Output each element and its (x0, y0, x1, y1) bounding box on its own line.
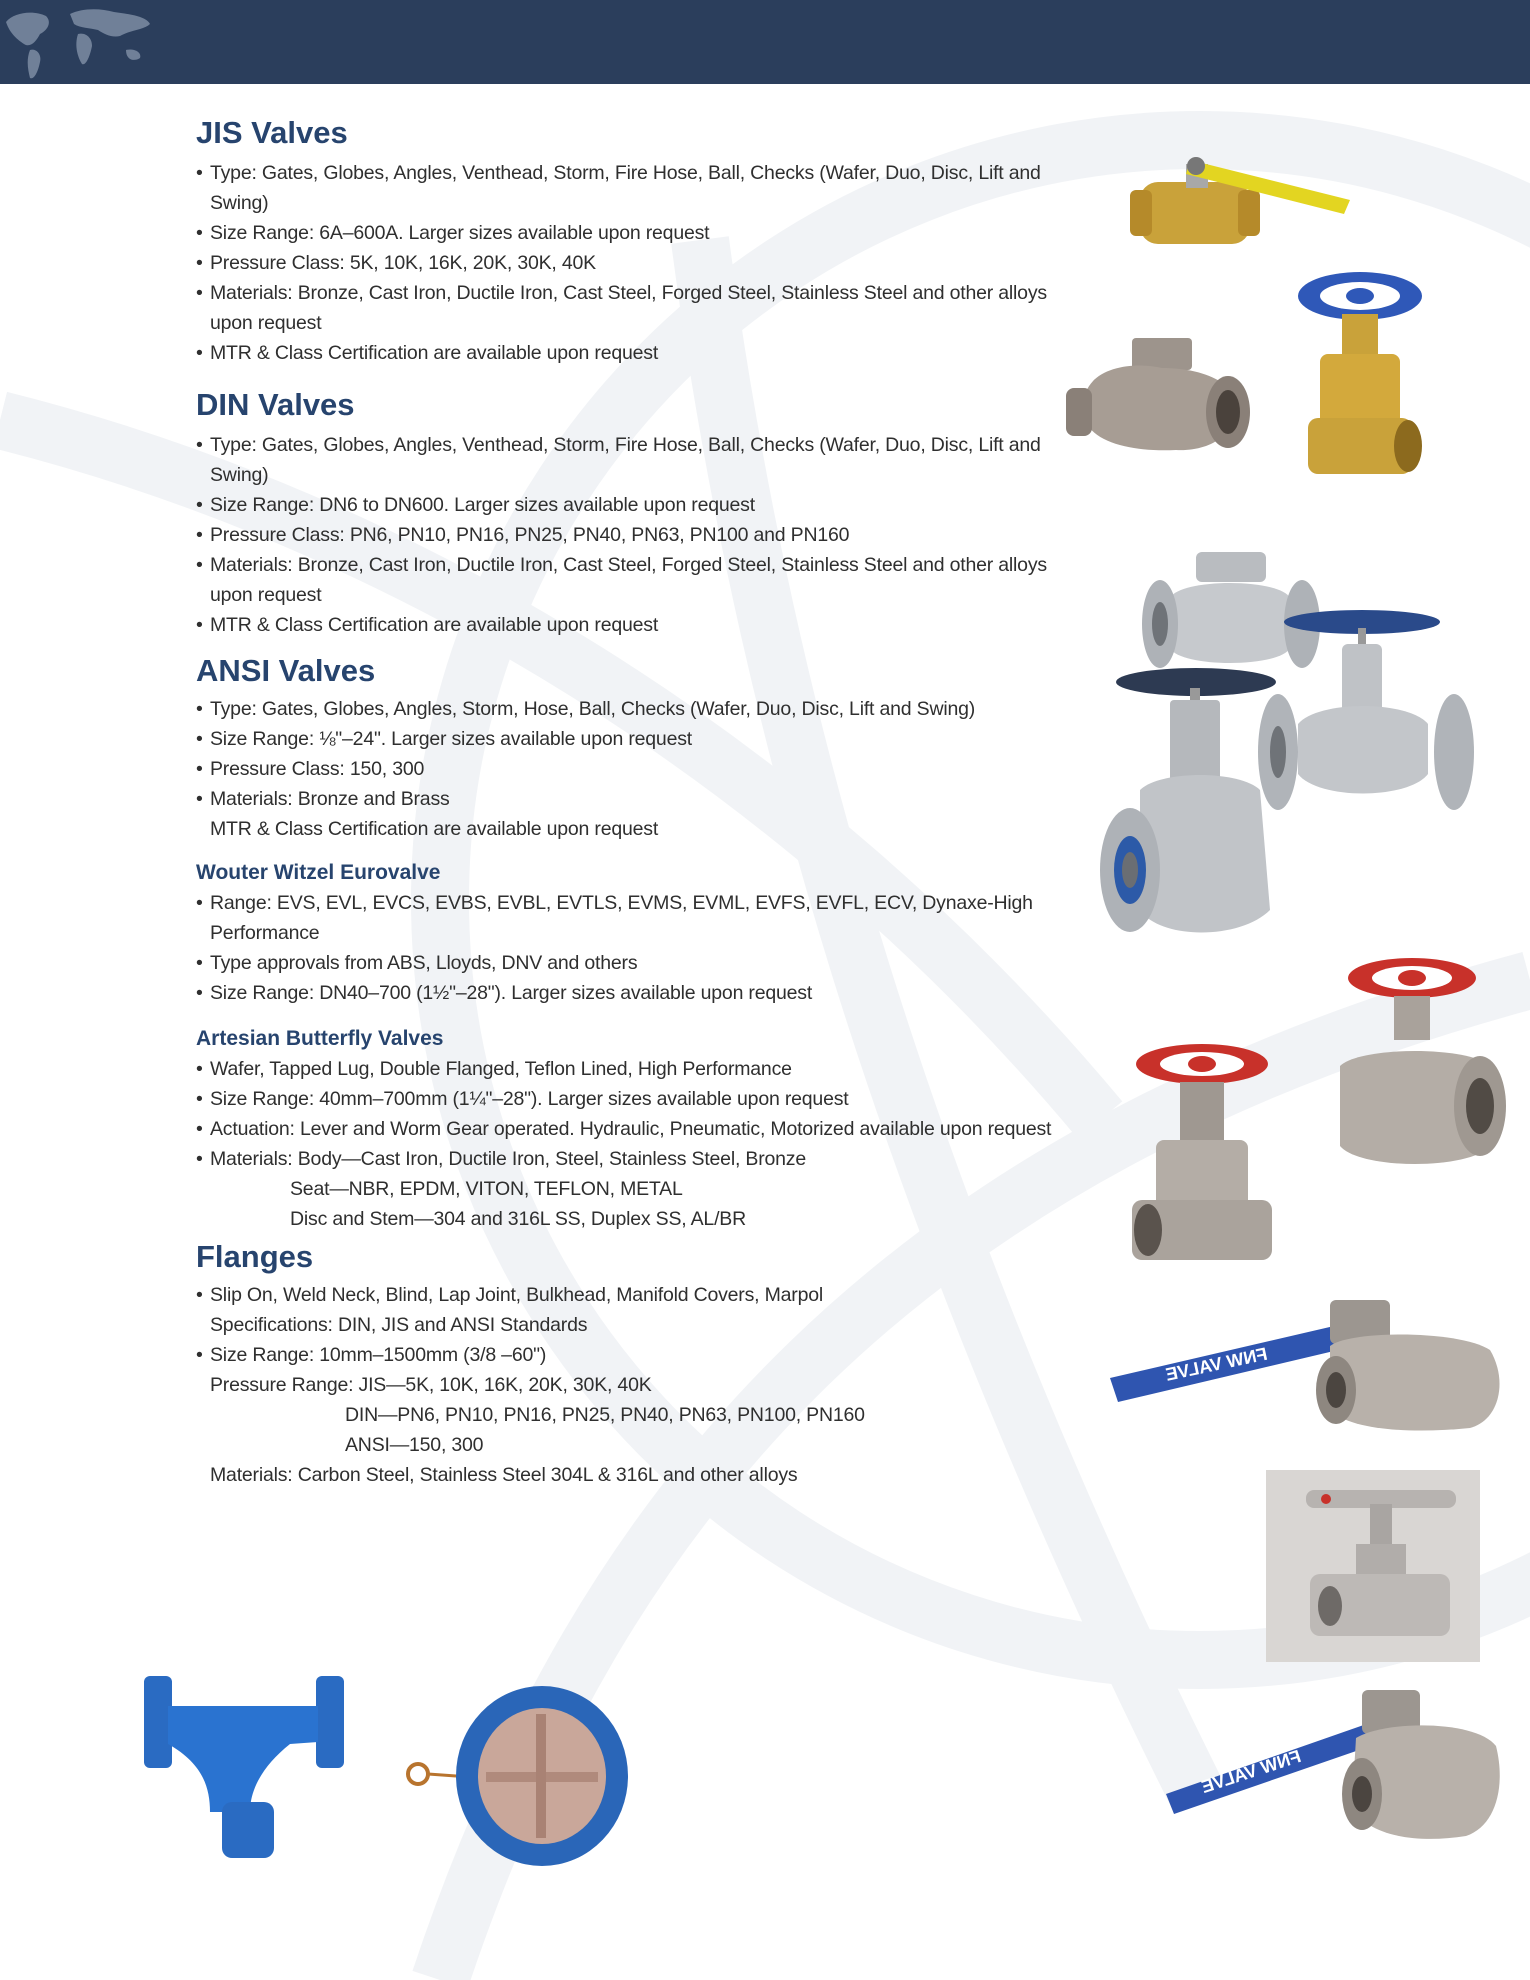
list-item: • Actuation: Lever and Worm Gear operated. Hydraulic, Pneumatic, Motorized available upon request (196, 1114, 1076, 1144)
jis-valves-list (196, 158, 1076, 368)
list-item-text: Materials: Bronze, Cast Iron, Ductile Iron, Cast Steel, Forged Steel, Stainless Steel and other alloys (210, 554, 1047, 576)
red-handwheel-globe-valve-image (1320, 956, 1510, 1176)
list-item: • MTR & Class Certification are available upon request (196, 610, 1076, 640)
list-item-continuation: Seat—NBR, EPDM, VITON, TEFLON, METAL (290, 1178, 683, 1200)
list-item: • Size Range: 6A–600A. Larger sizes available upon request (196, 218, 1076, 248)
handle-label: FNW VALVE (1163, 1343, 1270, 1385)
list-item: MTR & Class Certification are available upon request (210, 818, 659, 840)
brass-gate-valve-image (1290, 268, 1430, 488)
flanges-heading: Flanges (196, 1239, 314, 1274)
list-item (196, 1340, 1076, 1490)
red-handwheel-gate-valve-image (1122, 1040, 1282, 1270)
ansi-valves-list (196, 694, 1076, 844)
wouter-witzel-heading: Wouter Witzel Eurovalve (196, 861, 441, 884)
list-item (196, 1280, 1076, 1340)
list-item (196, 1144, 1076, 1234)
list-item: • Range: EVS, EVL, EVCS, EVBS, EVBL, EVTLS, EVMS, EVML, EVFS, EVFL, ECV, Dynaxe-High Performance (196, 888, 1076, 948)
list-item: • Wafer, Tapped Lug, Double Flanged, Teflon Lined, High Performance (196, 1054, 1076, 1084)
wafer-check-valve-image (400, 1680, 630, 1870)
three-piece-ball-valve-image (1166, 1676, 1506, 1846)
list-item-text: Materials: Bronze, Cast Iron, Ductile Iron, Cast Steel, Forged Steel, Stainless Steel and other alloys (210, 282, 1047, 304)
artesian-butterfly-heading: Artesian Butterfly Valves (196, 1027, 444, 1050)
list-item (196, 550, 1076, 610)
wouter-witzel-list (196, 888, 1076, 1008)
world-map-graphic (0, 0, 160, 84)
list-item: • Pressure Class: PN6, PN10, PN16, PN25, PN40, PN63, PN100 and PN160 (196, 520, 1076, 550)
list-item: • Size Range: 40mm–700mm (1¼"–28"). Larger sizes available upon request (196, 1084, 1076, 1114)
ball-valve-blue-handle-image (1110, 1290, 1510, 1440)
list-item-continuation: upon request (210, 584, 322, 606)
handle-label: FNW VALVE (1198, 1746, 1304, 1798)
list-item-continuation: Disc and Stem—304 and 316L SS, Duplex SS, AL/BR (290, 1208, 746, 1230)
list-item-continuation: Pressure Range: JIS—5K, 10K, 16K, 20K, 30K, 40K (210, 1374, 652, 1396)
list-item: • Size Range: DN40–700 (1½"–28"). Larger sizes available upon request (196, 978, 1076, 1008)
jis-valves-heading: JIS Valves (196, 115, 348, 150)
flanges-list (196, 1280, 1076, 1490)
flanged-gate-valve-image (1100, 660, 1310, 950)
list-item: • Size Range: DN6 to DN600. Larger sizes available upon request (196, 490, 1076, 520)
list-item: • Pressure Class: 150, 300 (196, 754, 1076, 784)
swing-check-valve-image (1066, 332, 1256, 472)
artesian-butterfly-list (196, 1054, 1076, 1234)
list-item-text: Slip On, Weld Neck, Blind, Lap Joint, Bulkhead, Manifold Covers, Marpol (210, 1284, 823, 1306)
list-item-text: Size Range: 10mm–1500mm (3/8 –60") (210, 1344, 547, 1366)
main-content (196, 112, 1076, 1490)
list-item: • Type: Gates, Globes, Angles, Venthead, Storm, Fire Hose, Ball, Checks (Wafer, Duo, Disc, Lift and Swing) (196, 430, 1076, 490)
list-item: • MTR & Class Certification are available upon request (196, 338, 1076, 368)
y-strainer-image (140, 1672, 350, 1862)
din-valves-list (196, 430, 1076, 640)
list-item: • Materials: Bronze and Brass (196, 784, 1076, 814)
list-item-continuation: DIN—PN6, PN10, PN16, PN25, PN40, PN63, PN100, PN160 (345, 1404, 865, 1426)
header-bar (0, 0, 1530, 84)
list-item: • Type: Gates, Globes, Angles, Storm, Hose, Ball, Checks (Wafer, Duo, Disc, Lift and Swing) (196, 694, 1076, 724)
list-item-continuation: Materials: Carbon Steel, Stainless Steel 304L & 316L and other alloys (210, 1464, 798, 1486)
list-item (196, 278, 1076, 338)
list-item-continuation: Specifications: DIN, JIS and ANSI Standards (210, 1314, 588, 1336)
list-item: • Type: Gates, Globes, Angles, Venthead, Storm, Fire Hose, Ball, Checks (Wafer, Duo, Disc, Lift and Swing) (196, 158, 1076, 218)
list-item: • Type approvals from ABS, Lloyds, DNV and others (196, 948, 1076, 978)
needle-valve-image (1266, 1470, 1480, 1662)
list-item: • Pressure Class: 5K, 10K, 16K, 20K, 30K, 40K (196, 248, 1076, 278)
brass-ball-valve-image (1130, 142, 1360, 262)
list-item: • Size Range: ⅛"–24". Larger sizes available upon request (196, 724, 1076, 754)
list-item-continuation: upon request (210, 312, 322, 334)
ansi-valves-heading: ANSI Valves (196, 653, 376, 688)
list-item-text: Materials: Body—Cast Iron, Ductile Iron, Steel, Stainless Steel, Bronze (210, 1148, 806, 1170)
din-valves-heading: DIN Valves (196, 387, 355, 422)
list-item-continuation: ANSI—150, 300 (345, 1434, 484, 1456)
